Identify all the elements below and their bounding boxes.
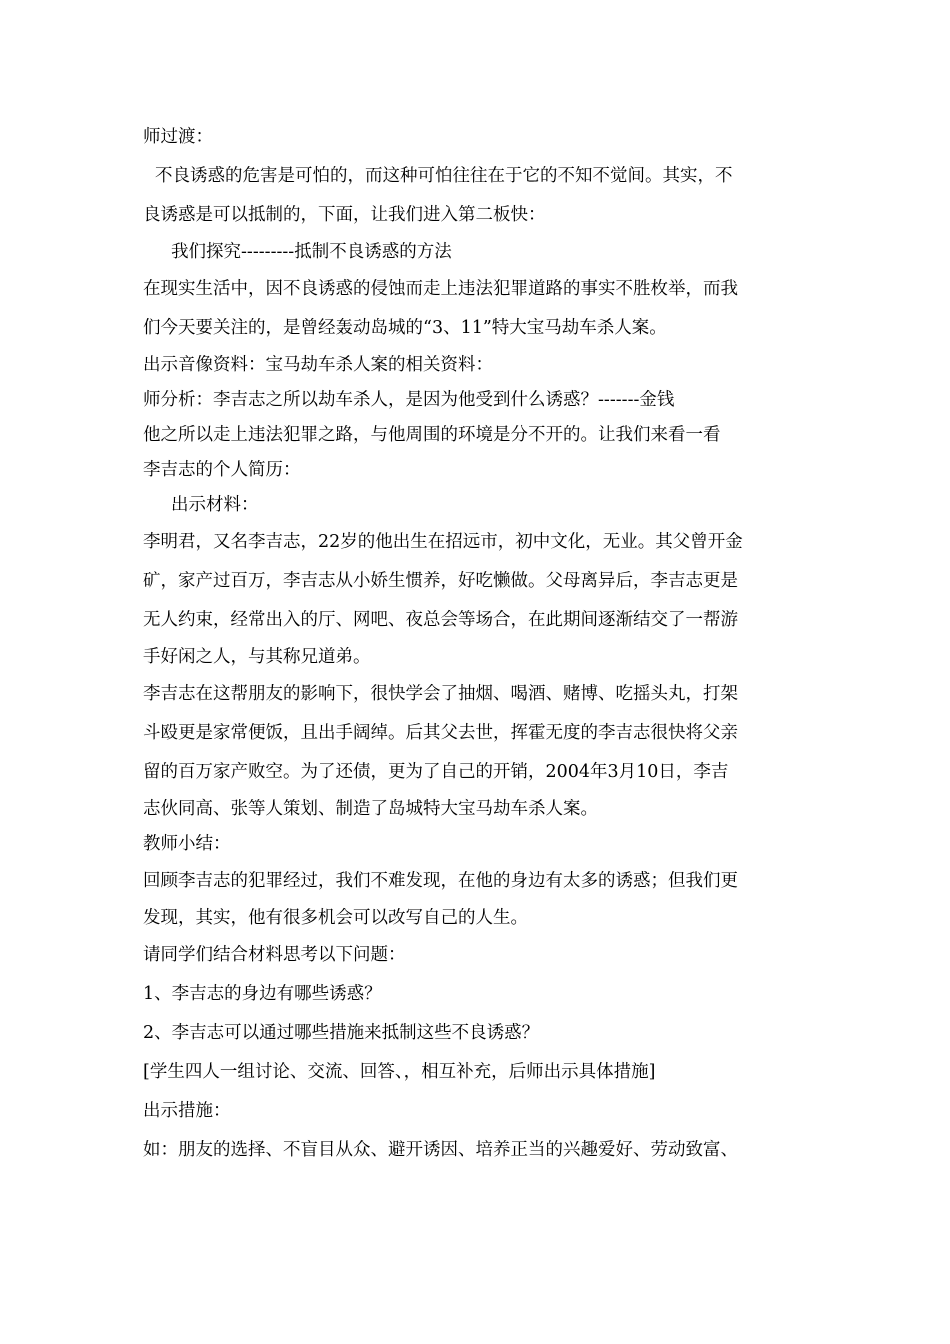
text-line: 们今天要关注的，是曾经轰动岛城的“3、11”特大宝马劫车杀人案。 — [143, 318, 667, 338]
text-line: 出示音像资料：宝马劫车杀人案的相关资料： — [143, 355, 493, 375]
text-line: [学生四人一组讨论、交流、回答、，相互补充，后师出示具体措施] — [143, 1062, 656, 1082]
text-line: 出示措施： — [143, 1101, 231, 1121]
text-line: 回顾李吉志的犯罪经过，我们不难发现，在他的身边有太多的诱惑；但我们更 — [143, 871, 738, 891]
text-line: 无人约束，经常出入的厅、网吧、夜总会等场合，在此期间逐渐结交了一帮游 — [143, 610, 738, 630]
text-line: 斗殴更是家常便饭，且出手阔绰。后其父去世，挥霍无度的李吉志很快将父亲 — [143, 723, 738, 743]
text-line: 出示材料： — [171, 495, 259, 515]
text-line: 良诱惑是可以抵制的，下面，让我们进入第二板快： — [143, 205, 546, 225]
text-line: 手好闲之人，与其称兄道弟。 — [143, 647, 371, 667]
text-line: 不良诱惑的危害是可怕的，而这种可怕往往在于它的不知不觉间。其实，不 — [155, 166, 733, 186]
text-line: 如：朋友的选择、不盲目从众、避开诱因、培养正当的兴趣爱好、劳动致富、 — [143, 1140, 738, 1160]
text-line: 李吉志在这帮朋友的影响下，很快学会了抽烟、喝酒、赌博、吃摇头丸，打架 — [143, 684, 738, 704]
text-line: 志伙同高、张等人策划、制造了岛城特大宝马劫车杀人案。 — [143, 799, 598, 819]
text-line: 李明君，又名李吉志，22岁的他出生在招远市，初中文化，无业。其父曾开金 — [143, 532, 743, 552]
document-body — [143, 118, 807, 1170]
text-line: 请同学们结合材料思考以下问题： — [143, 945, 406, 965]
text-line: 师分析：李吉志之所以劫车杀人，是因为他受到什么诱惑？-------金钱 — [143, 390, 675, 410]
text-line: 发现，其实，他有很多机会可以改写自己的人生。 — [143, 908, 528, 928]
text-line: 师过渡： — [143, 127, 213, 147]
text-line: 李吉志的个人简历： — [143, 460, 301, 480]
text-line: 留的百万家产败空。为了还债，更为了自己的开销，2004年3月10日，李吉 — [143, 762, 729, 782]
text-line: 2、李吉志可以通过哪些措施来抵制这些不良诱惑？ — [143, 1023, 540, 1043]
text-line: 在现实生活中，因不良诱惑的侵蚀而走上违法犯罪道路的事实不胜枚举，而我 — [143, 279, 738, 299]
text-line: 他之所以走上违法犯罪之路，与他周围的环境是分不开的。让我们来看一看 — [143, 425, 721, 445]
text-line: 1、李吉志的身边有哪些诱惑？ — [143, 984, 382, 1004]
text-line: 我们探究---------抵制不良诱惑的方法 — [171, 242, 452, 262]
text-line: 矿，家产过百万，李吉志从小娇生惯养，好吃懒做。父母离异后，李吉志更是 — [143, 571, 738, 591]
text-line: 教师小结： — [143, 834, 231, 854]
